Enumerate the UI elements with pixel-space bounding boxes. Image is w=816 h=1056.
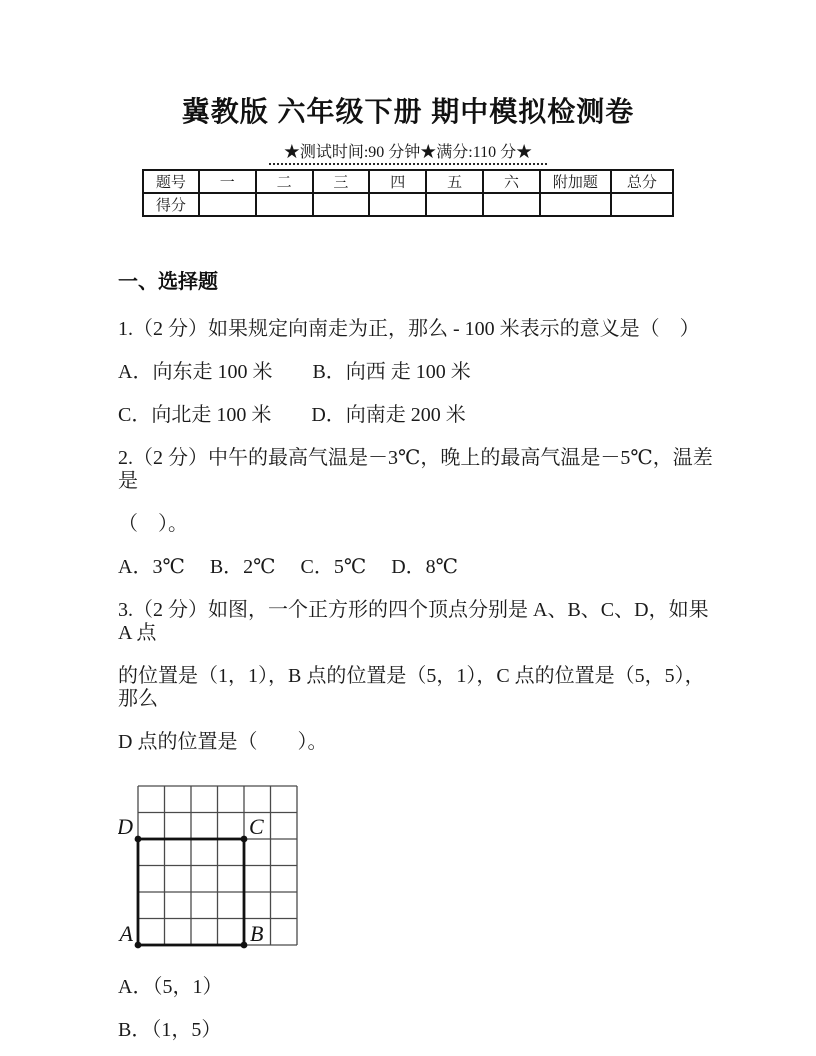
score-cell — [611, 193, 673, 216]
score-cell — [540, 193, 611, 216]
point-a-dot — [135, 942, 142, 949]
col-header-2: 二 — [256, 170, 313, 193]
exam-info: ★测试时间:90 分钟★满分:110 分★ — [269, 139, 547, 165]
question-2-options: A．3℃ B．2℃ C．5℃ D．8℃ — [118, 556, 459, 578]
page-title: 冀教版 六年级下册 期中模拟检测卷 — [181, 96, 635, 127]
score-cell — [199, 193, 256, 216]
point-b-dot — [241, 942, 248, 949]
point-c-dot — [241, 836, 248, 843]
score-cell — [369, 193, 426, 216]
point-c-label: C — [249, 814, 264, 839]
point-d-dot — [135, 836, 142, 843]
score-cell — [426, 193, 483, 216]
exam-body — [118, 265, 716, 1042]
col-header-total: 总分 — [611, 170, 673, 193]
point-a-label: A — [119, 921, 133, 946]
score-cell — [256, 193, 313, 216]
question-3-text-line1: 3.（2 分）如图，一个正方形的四个顶点分别是 A、B、C、D，如果 A 点 — [118, 599, 714, 644]
col-header-extra: 附加题 — [540, 170, 611, 193]
col-header-1: 一 — [199, 170, 256, 193]
col-header-tihao: 题号 — [143, 170, 199, 193]
col-header-6: 六 — [483, 170, 540, 193]
question-3-text-line2: 的位置是（1，1），B 点的位置是（5，1），C 点的位置是（5，5），那么 — [118, 665, 705, 710]
exam-info-row — [0, 139, 816, 165]
question-3-figure — [118, 774, 716, 976]
col-header-4: 四 — [369, 170, 426, 193]
question-2-text-line1: 2.（2 分）中午的最高气温是－3℃，晚上的最高气温是－5℃，温差是 — [118, 447, 713, 492]
question-3-option-a: A．（5，1） — [118, 976, 223, 998]
point-d-label: D — [118, 814, 133, 839]
grid-lines — [138, 786, 297, 945]
score-table-score-row — [143, 193, 673, 216]
question-3-text-line3: D 点的位置是（ ）。 — [118, 731, 328, 753]
row-label-defen: 得分 — [143, 193, 199, 216]
col-header-3: 三 — [313, 170, 370, 193]
score-cell — [313, 193, 370, 216]
question-1-text: 1.（2 分）如果规定向南走为正，那么 - 100 米表示的意义是（ ） — [118, 318, 700, 340]
section-heading: 一、选择题 — [118, 271, 218, 293]
score-cell — [483, 193, 540, 216]
square-grid-figure — [118, 774, 328, 976]
col-header-5: 五 — [426, 170, 483, 193]
question-1-options-ab: A．向东走 100 米 B．向西 走 100 米 — [118, 361, 471, 383]
point-b-label: B — [250, 921, 264, 946]
score-table — [142, 169, 674, 217]
question-3-option-b: B．（1，5） — [118, 1019, 222, 1041]
question-2-text-line2: （ ）。 — [118, 513, 188, 535]
question-1-options-cd: C．向北走 100 米 D．向南走 200 米 — [118, 404, 466, 426]
score-table-header-row — [143, 170, 673, 193]
